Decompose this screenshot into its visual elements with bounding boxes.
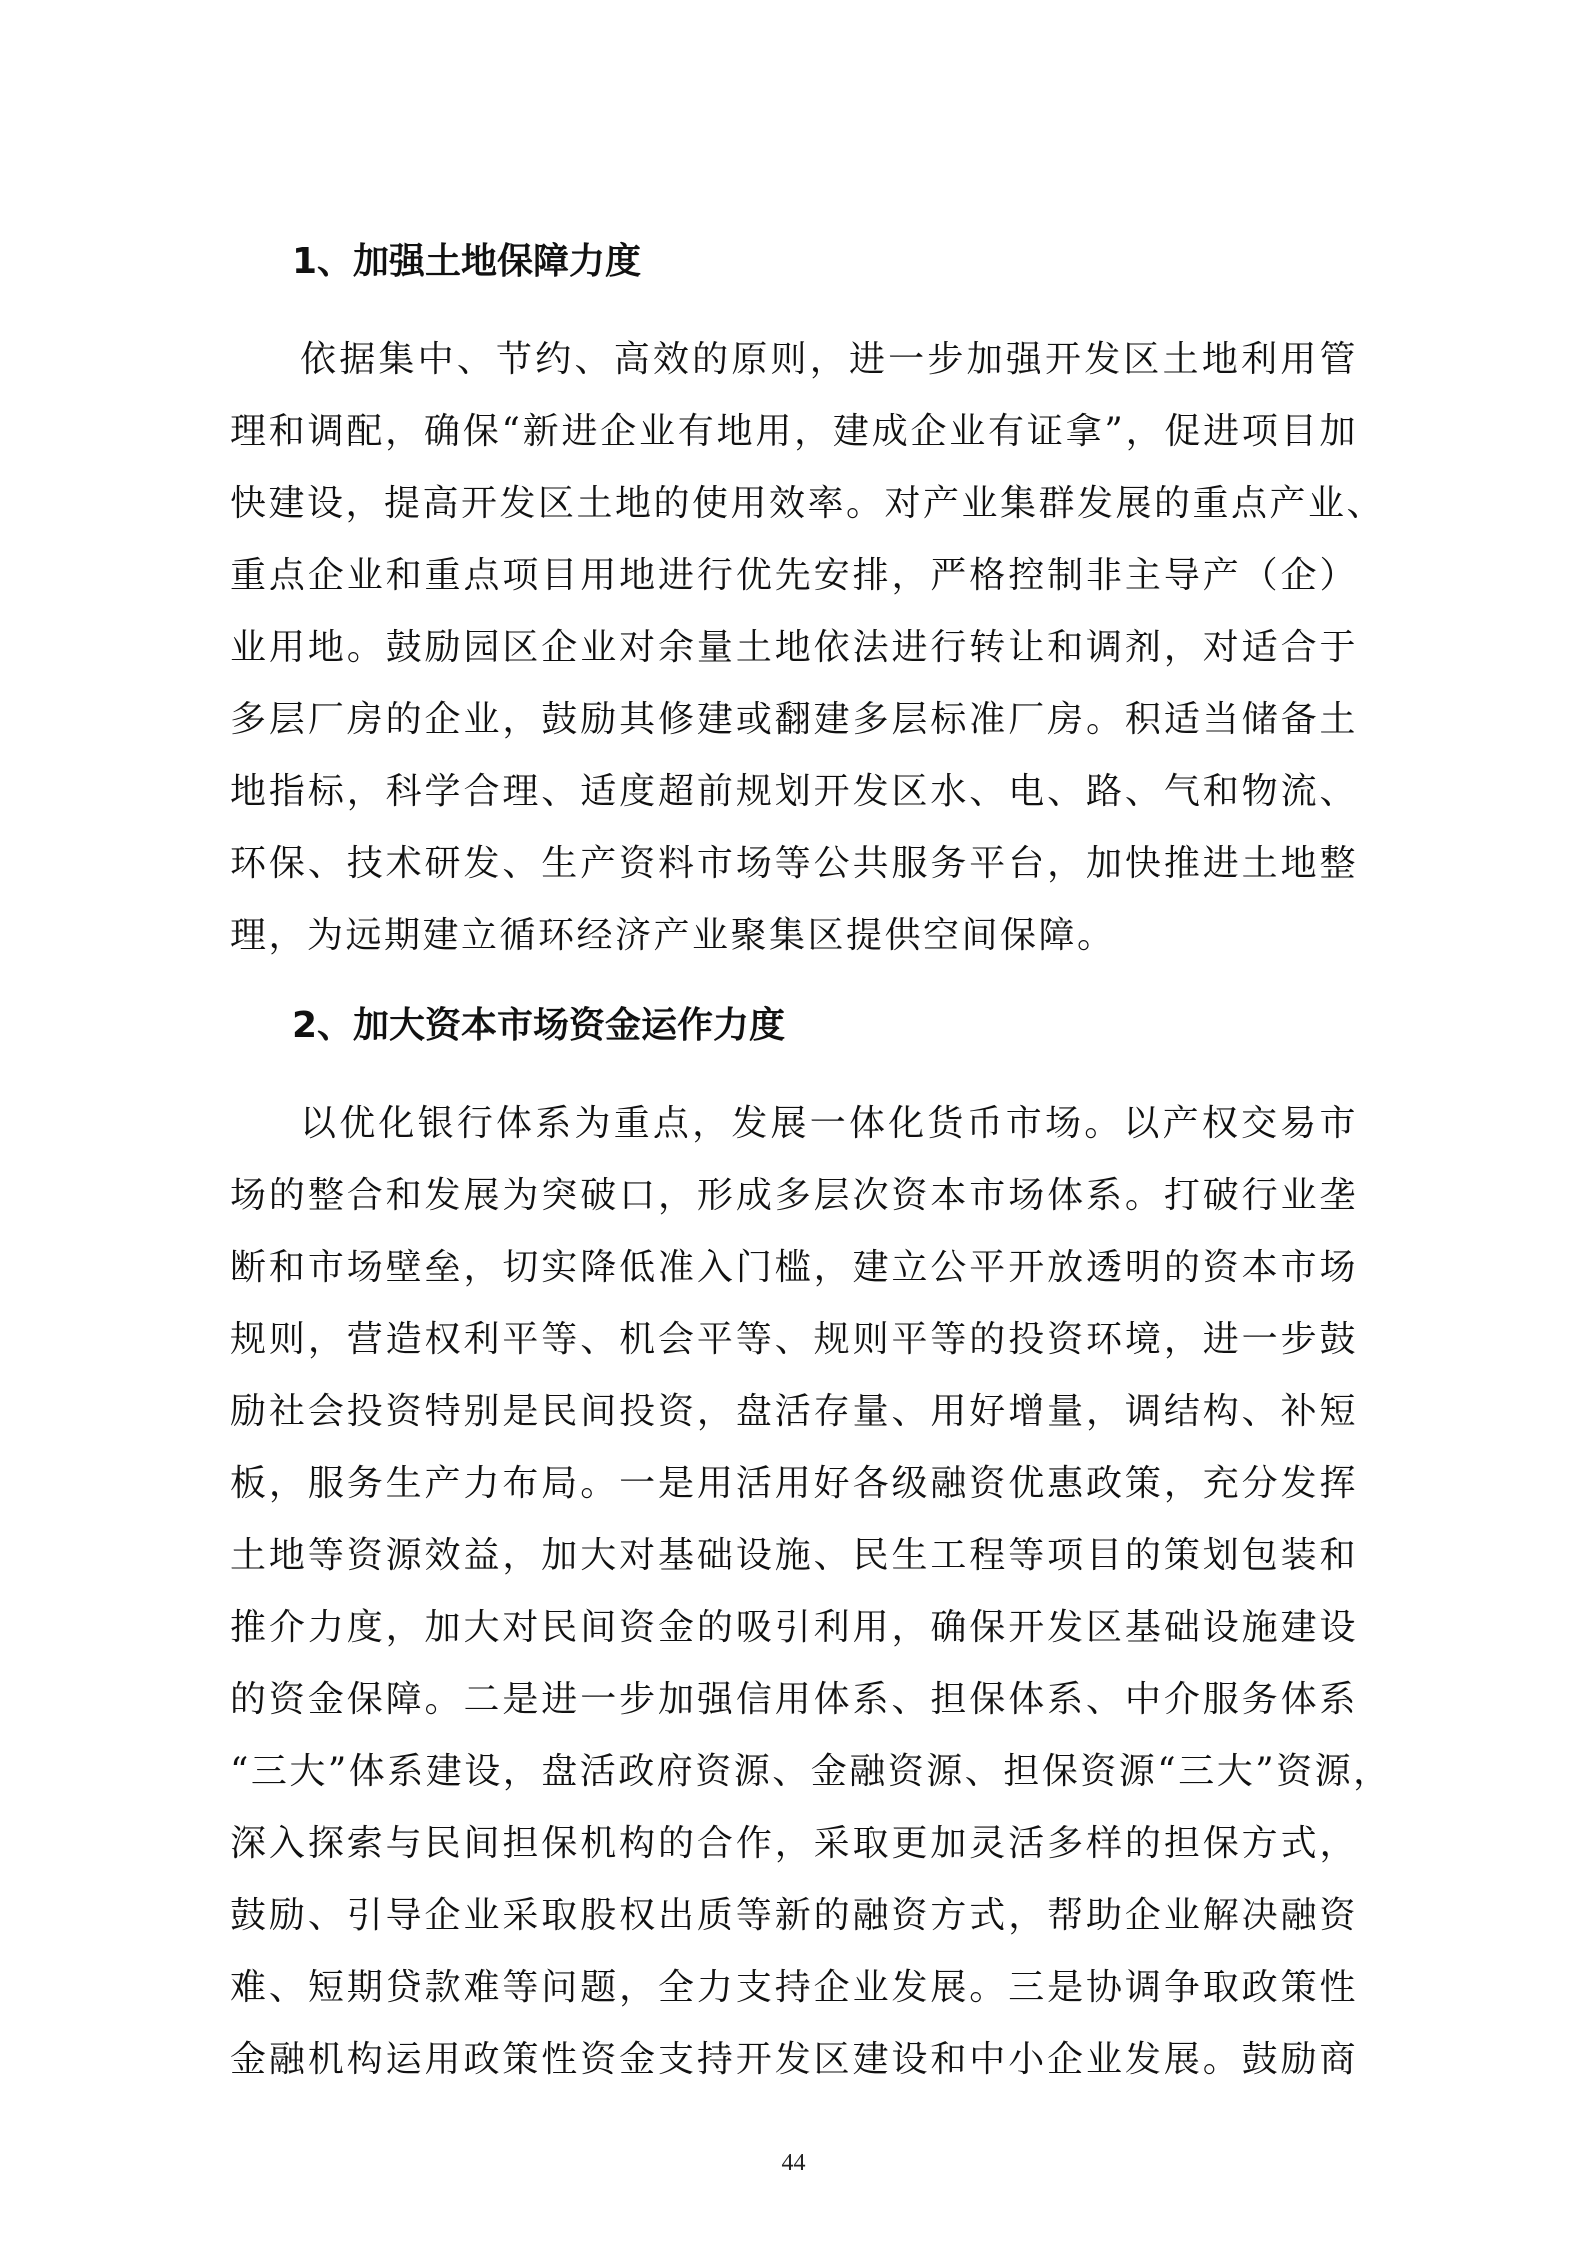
paragraph-line: 深入探索与民间担保机构的合作，采取更加灵活多样的担保方式， [230, 1823, 1358, 1864]
section-paragraph-2 [230, 1088, 1392, 2096]
paragraph-line: 场的整合和发展为突破口，形成多层次资本市场体系。打破行业垄 [230, 1175, 1358, 1216]
paragraph-line: 理，为远期建立循环经济产业聚集区提供空间保障。 [230, 915, 1116, 956]
paragraph-line: 断和市场壁垒，切实降低准入门槛，建立公平开放透明的资本市场 [230, 1247, 1358, 1288]
paragraph-line: 地指标，科学合理、适度超前规划开发区水、电、路、气和物流、 [230, 771, 1358, 812]
page-number: 44 [781, 2150, 806, 2176]
paragraph-line: 快建设，提高开发区土地的使用效率。对产业集群发展的重点产业、 [230, 483, 1386, 524]
section-paragraph-1 [230, 324, 1386, 972]
paragraph-line: 依据集中、节约、高效的原则，进一步加强开发区土地利用管 [300, 339, 1358, 380]
paragraph-line: 理和调配，确保“新进企业有地用，建成企业有证拿”，促进项目加 [230, 411, 1358, 452]
paragraph-line: 业用地。鼓励园区企业对余量土地依法进行转让和调剂，对适合于 [230, 627, 1358, 668]
paragraph-line: 土地等资源效益，加大对基础设施、民生工程等项目的策划包装和 [230, 1535, 1358, 1576]
paragraph-line: 励社会投资特别是民间投资，盘活存量、用好增量，调结构、补短 [230, 1391, 1358, 1432]
paragraph-line: 以优化银行体系为重点，发展一体化货币市场。以产权交易市 [300, 1103, 1358, 1144]
section-heading-1: 1、加强土地保障力度 [292, 241, 642, 282]
paragraph-line: 难、短期贷款难等问题，全力支持企业发展。三是协调争取政策性 [230, 1967, 1358, 2008]
paragraph-line: 多层厂房的企业，鼓励其修建或翻建多层标准厂房。积适当储备土 [230, 699, 1358, 740]
paragraph-line: “三大”体系建设，盘活政府资源、金融资源、担保资源“三大”资源， [230, 1751, 1392, 1792]
page-content [230, 226, 1392, 2114]
paragraph-line: 的资金保障。二是进一步加强信用体系、担保体系、中介服务体系 [230, 1679, 1358, 1720]
paragraph-line: 鼓励、引导企业采取股权出质等新的融资方式，帮助企业解决融资 [230, 1895, 1358, 1936]
paragraph-line: 规则，营造权利平等、机会平等、规则平等的投资环境，进一步鼓 [230, 1319, 1358, 1360]
paragraph-line: 环保、技术研发、生产资料市场等公共服务平台，加快推进土地整 [230, 843, 1358, 884]
section-heading-2: 2、加大资本市场资金运作力度 [292, 1005, 786, 1046]
paragraph-line: 推介力度，加大对民间资金的吸引利用，确保开发区基础设施建设 [230, 1607, 1358, 1648]
paragraph-line: 重点企业和重点项目用地进行优先安排，严格控制非主导产（企） [230, 555, 1358, 596]
paragraph-line: 板，服务生产力布局。一是用活用好各级融资优惠政策，充分发挥 [230, 1463, 1358, 1504]
paragraph-line: 金融机构运用政策性资金支持开发区建设和中小企业发展。鼓励商 [230, 2039, 1358, 2080]
